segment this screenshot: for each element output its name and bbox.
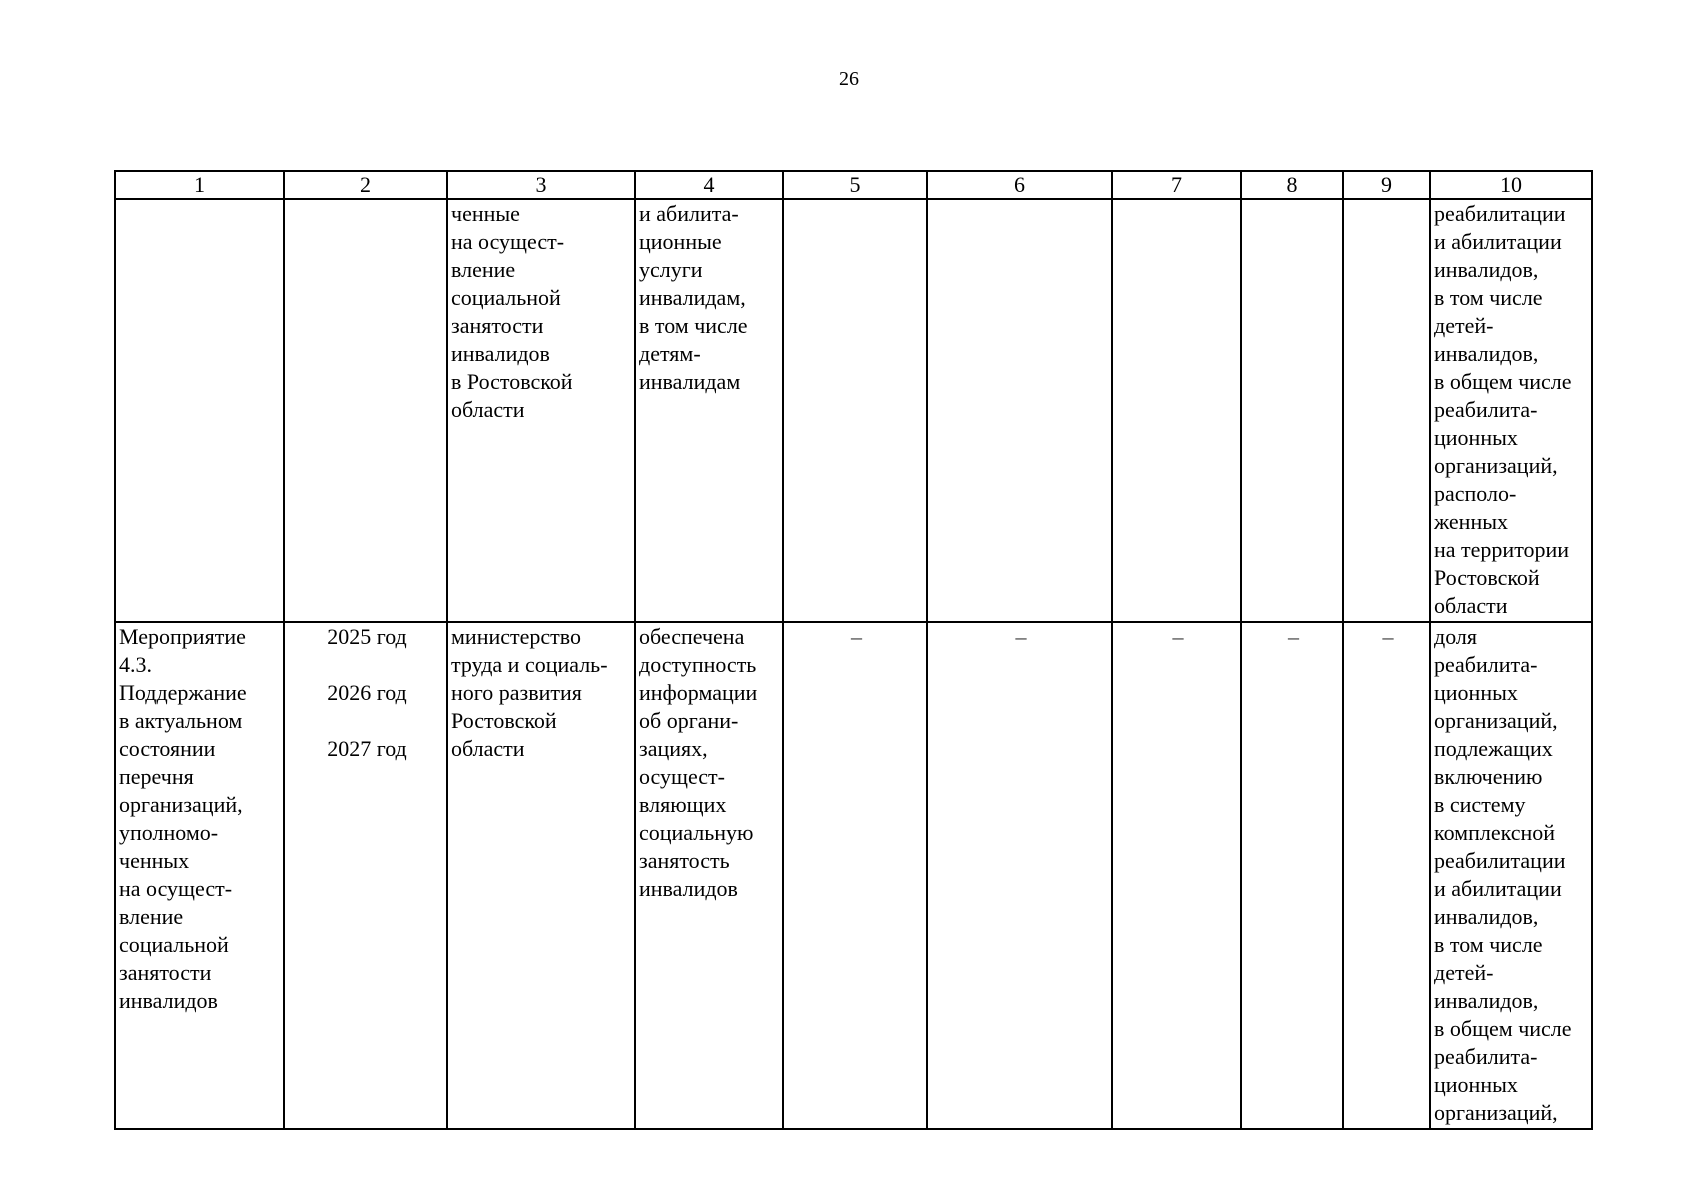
table-cell — [1343, 199, 1430, 622]
table-cell-dash: – — [1343, 622, 1430, 1129]
column-header: 2 — [284, 171, 447, 199]
table-cell — [927, 199, 1112, 622]
table-cell-dash: – — [927, 622, 1112, 1129]
column-header: 8 — [1241, 171, 1343, 199]
column-header: 7 — [1112, 171, 1241, 199]
column-header: 10 — [1430, 171, 1592, 199]
table-cell-years: 2025 год 2026 год 2027 год — [284, 622, 447, 1129]
table-cell — [115, 199, 284, 622]
table-cell-dash: – — [1241, 622, 1343, 1129]
column-header: 1 — [115, 171, 284, 199]
table-cell — [1112, 199, 1241, 622]
table-cell: ченные на осущест- вление социальной занятости инвалидов в Ростовской области — [447, 199, 635, 622]
table-header-row — [115, 171, 1592, 199]
table-cell-dash: – — [783, 622, 927, 1129]
column-header: 9 — [1343, 171, 1430, 199]
activity-table — [114, 170, 1593, 1130]
table-cell — [783, 199, 927, 622]
table-cell: Мероприятие 4.3. Поддержание в актуальном состоянии перечня организаций, уполномо- ченных на осущест- вление социальной занятости инвалидов — [115, 622, 284, 1129]
table-cell — [284, 199, 447, 622]
table-cell: обеспечена доступность информации об органи- зациях, осущест- вляющих социальную занятость инвалидов — [635, 622, 783, 1129]
table-row — [115, 199, 1592, 622]
table-cell — [1241, 199, 1343, 622]
table-cell-dash: – — [1112, 622, 1241, 1129]
page-number: 26 — [839, 68, 859, 90]
column-header: 3 — [447, 171, 635, 199]
table-cell: и абилита- ционные услуги инвалидам, в том числе детям- инвалидам — [635, 199, 783, 622]
table-cell: доля реабилита- ционных организаций, подлежащих включению в систему комплексной реабилитации и абилитации инвалидов, в том числе детей- инвалидов, в общем числе реабилита- ционных организаций, — [1430, 622, 1592, 1129]
column-header: 5 — [783, 171, 927, 199]
column-header: 6 — [927, 171, 1112, 199]
table-cell: министерство труда и социаль- ного развития Ростовской области — [447, 622, 635, 1129]
column-header: 4 — [635, 171, 783, 199]
table-row — [115, 622, 1592, 1129]
table-cell: реабилитации и абилитации инвалидов, в том числе детей- инвалидов, в общем числе реабилита- ционных организаций, располо- женных на территории Ростовской области — [1430, 199, 1592, 622]
